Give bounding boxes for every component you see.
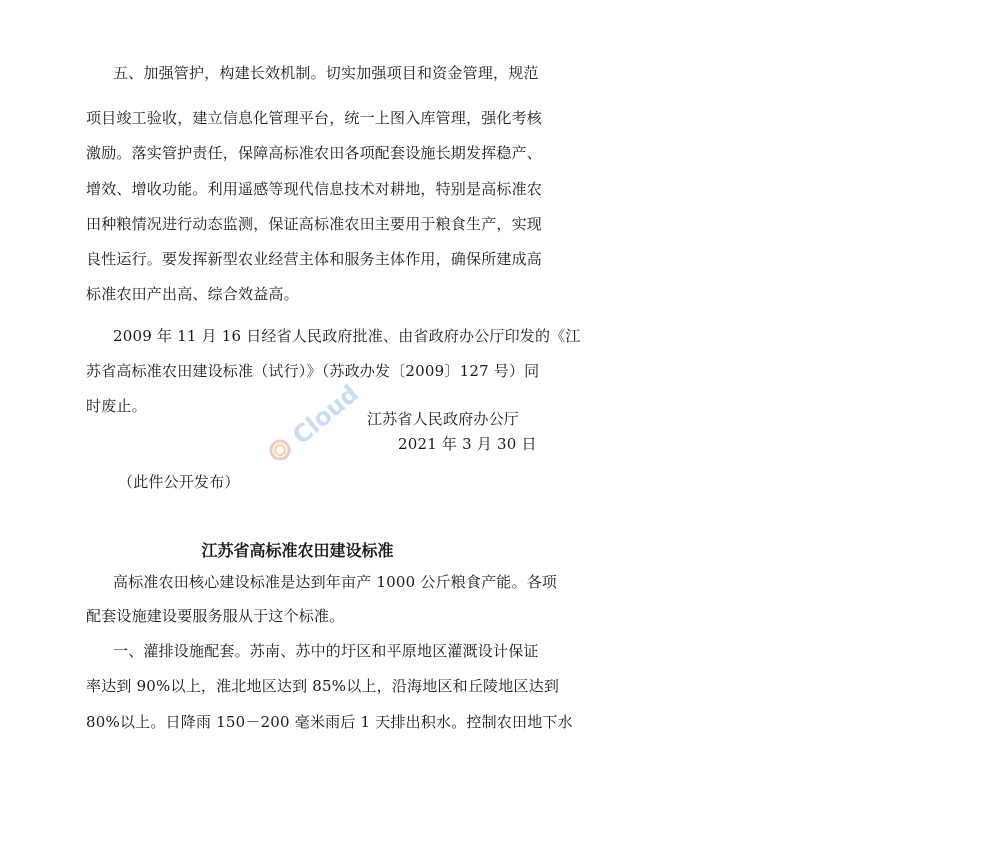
section-five-line-1: 五、加强管护，构建长效机制。切实加强项目和资金管理，规范 [113,64,539,82]
section-five-line-7: 标准农田产出高、综合效益高。 [86,285,299,303]
repeal-line-1: 2009 年 11 月 16 日经省人民政府批准、由省政府办公厅印发的《江 [113,327,581,345]
item-one-line-2: 率达到 90%以上，淮北地区达到 85%以上，沿海地区和丘陵地区达到 [86,677,560,695]
watermark-text: Cloud [287,379,364,450]
publication-note: （此件公开发布） [118,473,240,491]
issue-date: 2021 年 3 月 30 日 [398,435,537,453]
issuer-name: 江苏省人民政府办公厅 [367,410,520,428]
standard-intro-line-2: 配套设施建设要服务服从于这个标准。 [86,607,345,625]
standard-intro-line-1: 高标准农田核心建设标准是达到年亩产 1000 公斤粮食产能。各项 [113,573,558,591]
repeal-line-3: 时废止。 [86,397,147,415]
item-one-line-1: 一、灌排设施配套。苏南、苏中的圩区和平原地区灌溉设计保证 [113,642,539,660]
section-five-line-5: 田种粮情况进行动态监测，保证高标准农田主要用于粮食生产，实现 [86,215,543,233]
section-five-line-4: 增效、增收功能。利用遥感等现代信息技术对耕地，特别是高标准农 [86,180,543,198]
repeal-line-2: 苏省高标准农田建设标准（试行）》（苏政办发〔2009〕127 号）同 [86,362,540,380]
section-five-line-2: 项目竣工验收，建立信息化管理平台，统一上图入库管理，强化考核 [86,109,543,127]
item-one-line-3: 80%以上。日降雨 150－200 毫米雨后 1 天排出积水。控制农田地下水 [86,713,573,731]
section-five-line-6: 良性运行。要发挥新型农业经营主体和服务主体作用，确保所建成高 [86,250,543,268]
section-five-line-3: 激励。落实管护责任，保障高标准农田各项配套设施长期发挥稳产、 [86,144,543,162]
standard-title: 江苏省高标准农田建设标准 [201,541,394,560]
